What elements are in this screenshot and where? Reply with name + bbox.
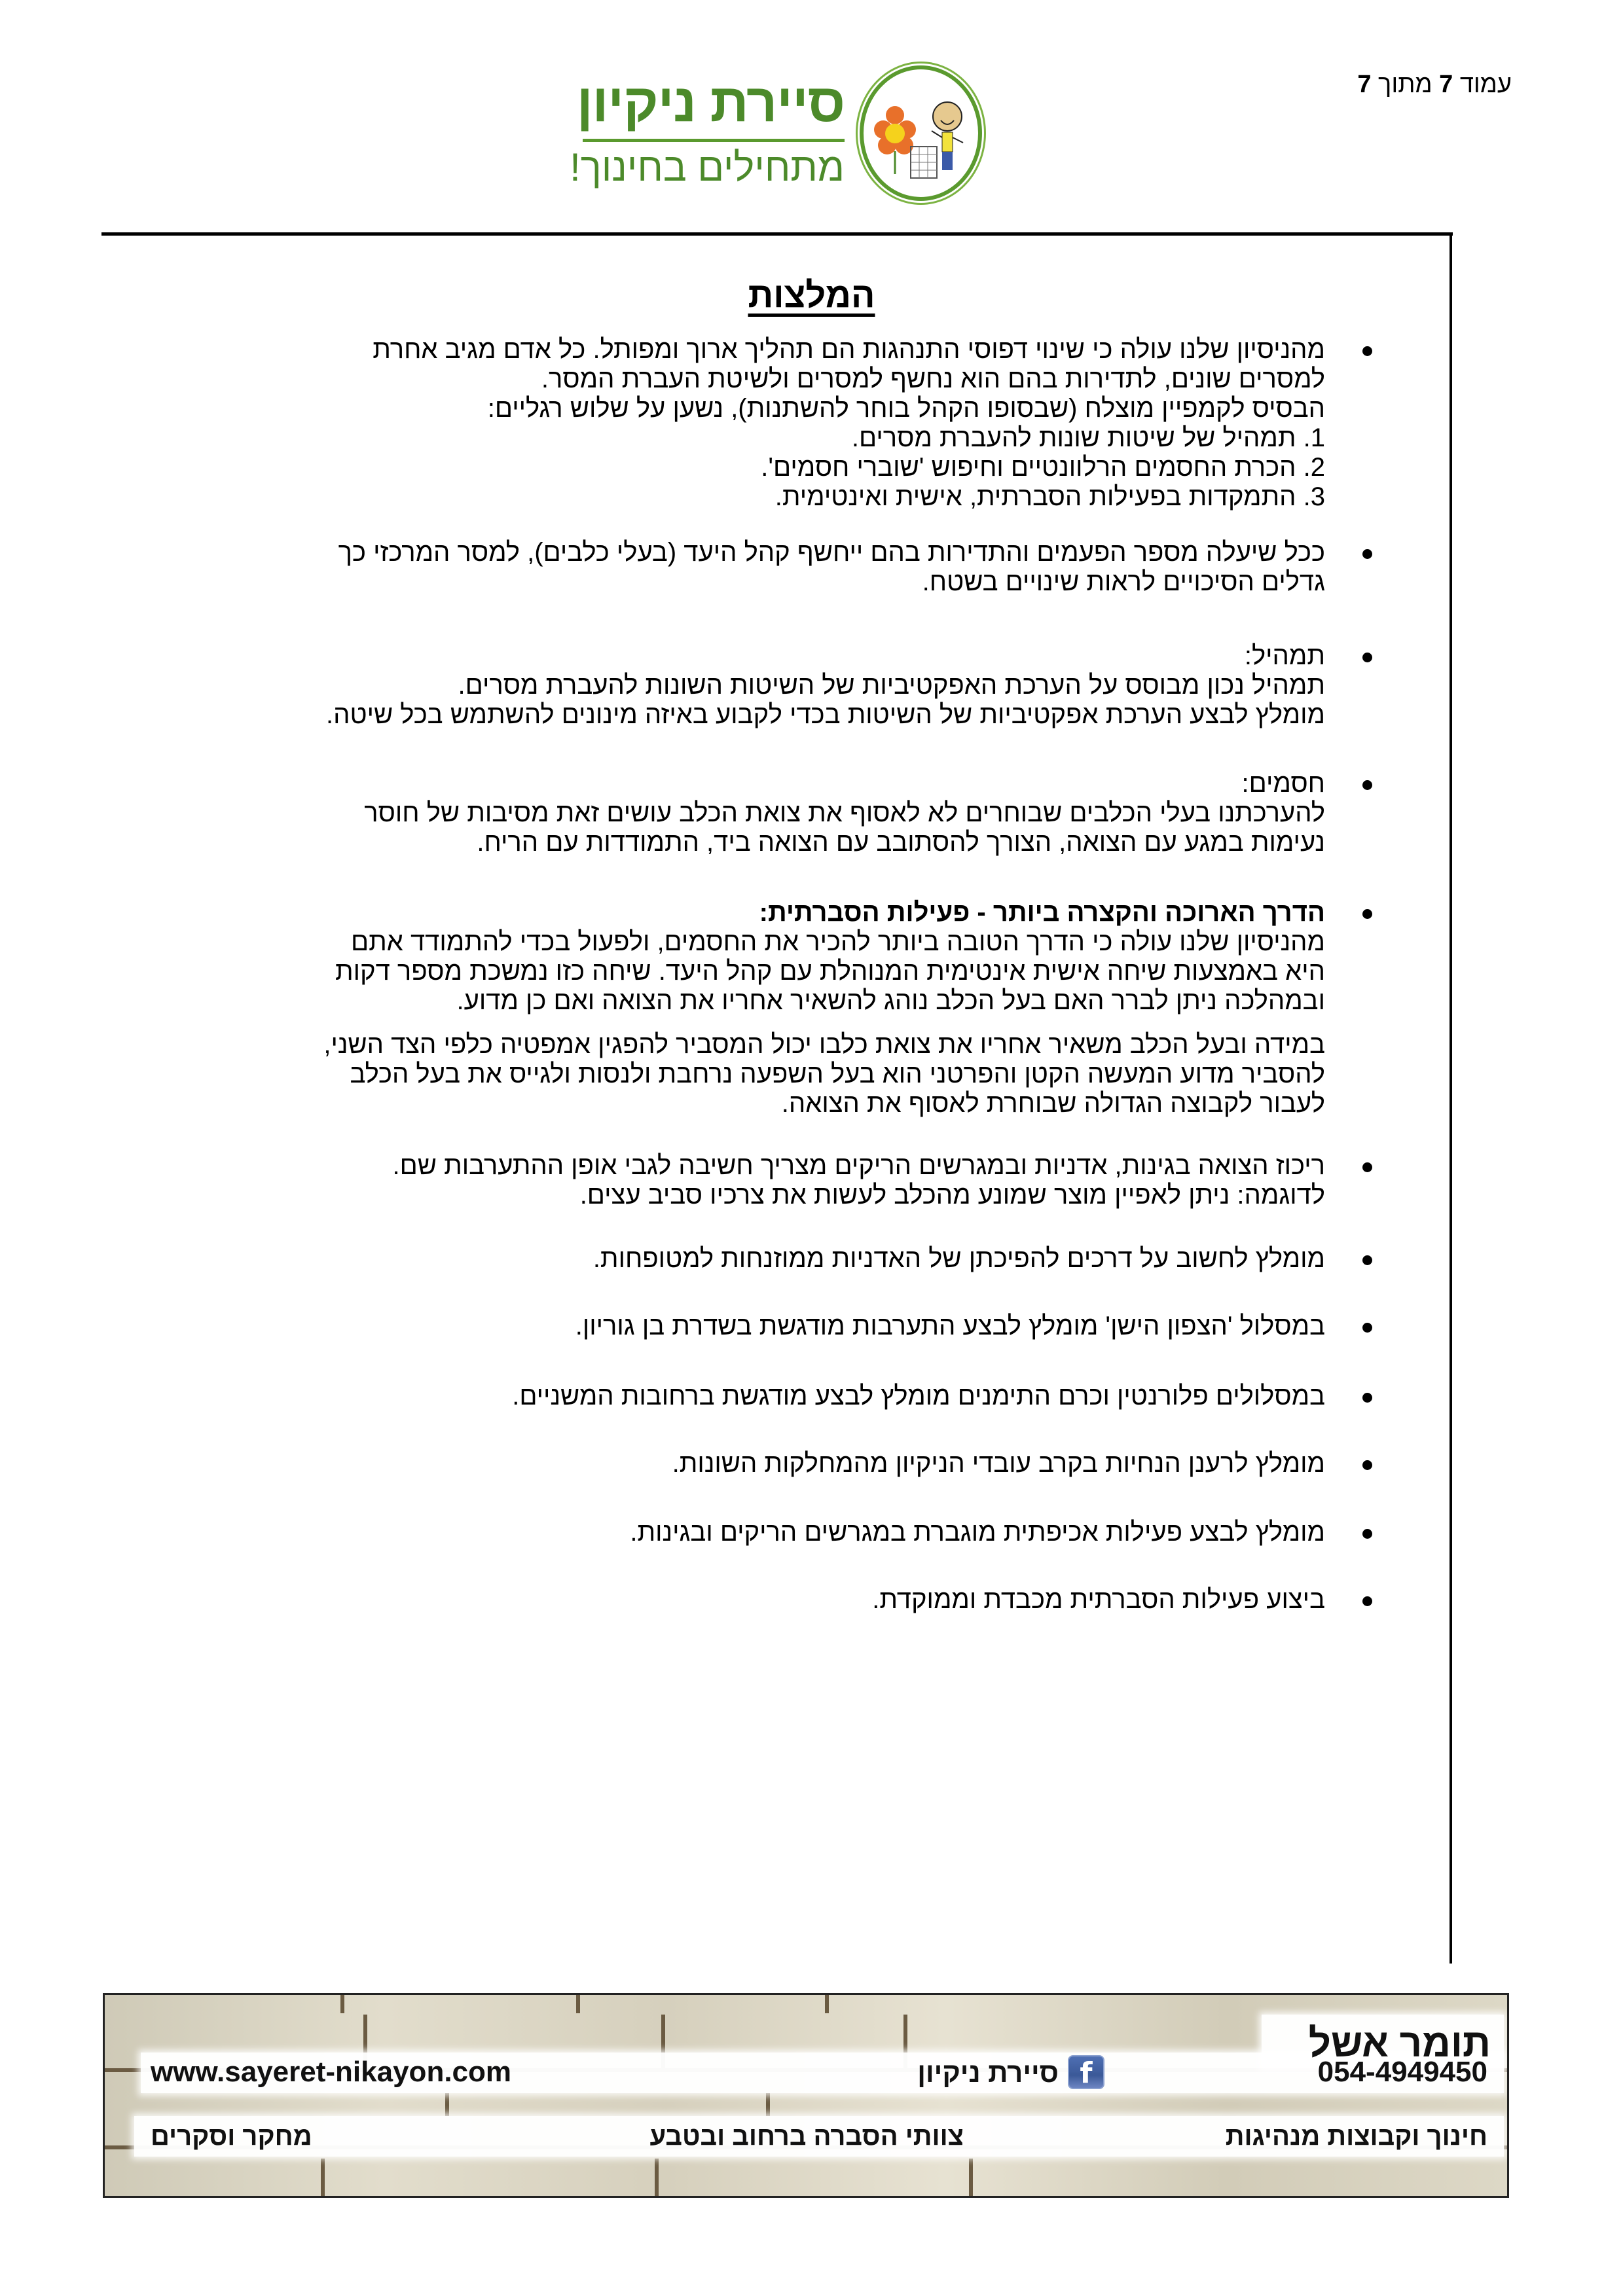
- list-item: [62, 1382, 1325, 1411]
- service-research: מחקר וסקרים: [151, 2122, 312, 2151]
- service-outreach: צוותי הסברה ברחוב ובטבע: [649, 2122, 964, 2151]
- bullet-icon: [1362, 1244, 1372, 1274]
- list-item: [62, 1244, 1325, 1274]
- list-item: [62, 1151, 1325, 1210]
- text-line: ריכוז הצואה בגינות, אדניות ובמגרשים הריקים מצריך חשיבה לגבי אופן ההתערבות שם.: [392, 1151, 1325, 1180]
- text-line: לעבור לקבוצה הגדולה שבוחרת לאסוף את הצואה.: [781, 1089, 1325, 1118]
- bullet-icon: [1362, 1585, 1372, 1615]
- numbered-list: [62, 423, 1325, 512]
- text-line: מהניסיון שלנו עולה כי שינוי דפוסי התנהגות הם תהליך ארוך ומפותל. כל אדם מגיב אחרת: [373, 335, 1325, 364]
- text-line: מומלץ לבצע הערכת אפקטיביות של השיטות בכדי לקבוע באיזה מינונים להשתמש בכל שיטה.: [326, 700, 1325, 729]
- frame-top-rule: [101, 232, 1453, 236]
- website-url: www.sayeret-nikayon.com: [151, 2056, 512, 2088]
- text-line: מומלץ לחשוב על דרכים להפיכתן של האדניות ממוזנחות למטופחות.: [593, 1244, 1325, 1273]
- text-line: היא באמצעות שיחה אישית אינטימית המנוהלת עם קהל היעד. שיחה כזו נמשכת מספר דקות: [335, 957, 1325, 986]
- frame-right-rule: [1450, 232, 1452, 1964]
- contact-banner: [103, 1993, 1509, 2198]
- list-item: [62, 769, 1325, 857]
- organization-logo: [570, 62, 982, 200]
- list-item: [62, 1518, 1325, 1547]
- contact-phone: 054-4949450: [1317, 2056, 1487, 2088]
- flower-child-trash-icon: [864, 69, 978, 197]
- text-line: מומלץ לבצע פעילות אכיפתית מוגברת במגרשים הריקים ובגינות.: [630, 1518, 1325, 1547]
- text-line: תמהיל נכון מבוסס על הערכת האפקטיביות של השיטות השונות להעברת מסרים.: [458, 671, 1325, 700]
- bullet-icon: [1362, 898, 1372, 927]
- list-item: [62, 335, 1325, 512]
- text-line: לדוגמה: ניתן לאפיין מוצר שמונע מהכלב לעשות את צרכיו סביב עצים.: [579, 1181, 1325, 1210]
- service-education: חינוך וקבוצות מנהיגות: [1225, 2122, 1487, 2151]
- text-line: נעימות במגע עם הצואה, הצורך להסתובב עם הצואה ביד, התמודדות עם הריח.: [477, 828, 1325, 857]
- recommendations-list: [62, 335, 1325, 1615]
- bullet-icon: [1362, 538, 1372, 567]
- bullet-icon: [1362, 1382, 1372, 1411]
- bullet-icon: [1362, 769, 1372, 798]
- text-line: להסביר מדוע המעשה הקטן והפרטני הוא בעל השפעה נרחבת ולנסות ולגייס את בעל הכלב: [350, 1060, 1325, 1088]
- item-heading: חסמים:: [1241, 769, 1325, 798]
- page-title: המלצות: [748, 276, 875, 315]
- text-line: ביצוע פעילות הסברתית מכבדת וממוקדת.: [872, 1585, 1325, 1614]
- page-total: 7: [1357, 71, 1372, 98]
- text-line: במסלולים פלורנטין וכרם התימנים מומלץ לבצע מודגשת ברחובות המשניים.: [512, 1382, 1325, 1410]
- text-line: במסלול 'הצפון הישן' מומלץ לבצע התערבות מודגשת בשדרת בן גוריון.: [575, 1312, 1325, 1340]
- list-item: [62, 1585, 1325, 1615]
- facebook-icon: f: [1068, 2055, 1104, 2089]
- numbered-item: 2. הכרת החסמים הרלוונטיים וחיפוש 'שוברי חסמים'.: [761, 453, 1325, 482]
- logo-divider: [583, 139, 845, 142]
- text-line: ככל שיעלה מספר הפעמים והתדירות בהם ייחשף קהל היעד (בעלי כלבים), למסר המרכזי כך: [338, 538, 1325, 567]
- text-line: ובמהלכה ניתן לברר האם בעל הכלב נוהג להשאיר אחריו את הצואה ואם כן מדוע.: [456, 986, 1325, 1015]
- logo-subtitle: מתחילים בחינוך!: [570, 145, 845, 189]
- bullet-icon: [1362, 1151, 1372, 1181]
- list-item: [62, 538, 1325, 597]
- item-heading: הדרך הארוכה והקצרה ביותר - פעילות הסברתית:: [759, 898, 1325, 927]
- text-line: למסרים שונים, לתדירות בהם הוא נחשף למסרים ולשיטת העברת המסר.: [541, 365, 1325, 393]
- list-item: [62, 1312, 1325, 1341]
- page-of: מתוך: [1378, 71, 1432, 98]
- list-item: [62, 898, 1325, 1119]
- text-line: מהניסיון שלנו עולה כי הדרך הטובה ביותר להכיר את החסמים, ולפעול בכדי להתמודד אתם: [351, 927, 1325, 956]
- list-item: [62, 641, 1325, 730]
- text-line: להערכתנו בעלי הכלבים שבוחרים לא לאסוף את צואת הכלב עושים זאת מסיבות של חוסר: [364, 798, 1325, 827]
- text-line: מומלץ לרענן הנחיות בקרב עובדי הניקיון מהמחלקות השונות.: [672, 1449, 1325, 1478]
- page-current: 7: [1439, 71, 1453, 98]
- page-word: עמוד: [1459, 71, 1512, 98]
- bullet-icon: [1362, 335, 1372, 365]
- item-heading: תמהיל:: [1244, 641, 1325, 670]
- list-item: [62, 1449, 1325, 1479]
- numbered-item: 1. תמהיל של שיטות שונות להעברת מסרים.: [851, 423, 1325, 452]
- page-number: [1357, 71, 1512, 99]
- bullet-icon: [1362, 1449, 1372, 1479]
- text-line: גדלים הסיכויים לראות שינויים בשטח.: [922, 567, 1325, 596]
- bullet-icon: [1362, 1312, 1372, 1341]
- contact-name: תומר אשל: [1308, 2021, 1491, 2065]
- logo-emblem-icon: [860, 65, 982, 201]
- bullet-icon: [1362, 1518, 1372, 1547]
- facebook-page-label: סיירת ניקיון: [917, 2057, 1059, 2088]
- text-line: הבסיס לקמפיין מוצלח (שבסופו הקהל בוחר להשתנות), נשען על שלוש רגליים:: [487, 394, 1325, 423]
- bullet-icon: [1362, 641, 1372, 671]
- logo-title: סיירת ניקיון: [576, 73, 845, 133]
- text-line: במידה ובעל הכלב משאיר אחריו את צואת כלבו יכול המסביר להפגין אמפטיה כלפי הצד השני,: [323, 1030, 1325, 1059]
- numbered-item: 3. התמקדות בפעילות הסברתית, אישית ואינטימית.: [775, 482, 1325, 511]
